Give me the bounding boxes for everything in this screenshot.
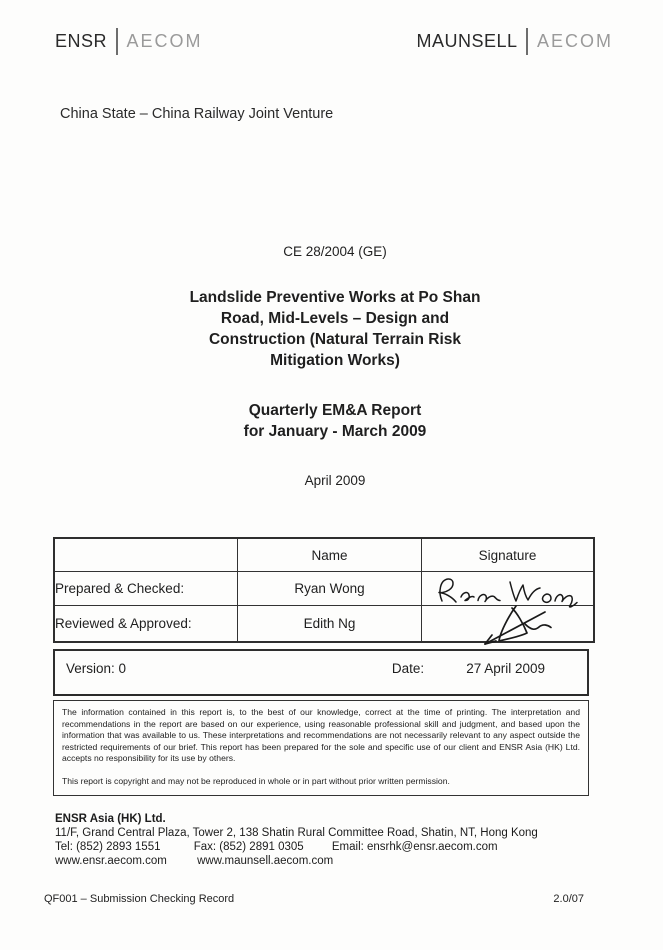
issue-month: April 2009 xyxy=(304,473,366,488)
aecom-logo-text: AECOM xyxy=(536,31,613,51)
company-websites xyxy=(55,854,538,868)
company-tel: Tel: (852) 2893 1551 xyxy=(55,841,161,853)
signoff-header-blank xyxy=(54,538,238,572)
logo-divider xyxy=(116,28,118,55)
prepared-checked-name: Ryan Wong xyxy=(238,572,422,606)
title-block xyxy=(25,244,645,488)
reviewed-approved-label: Reviewed & Approved: xyxy=(54,606,238,643)
prepared-checked-signature-cell xyxy=(422,572,595,606)
signoff-header-name: Name xyxy=(238,538,422,572)
header xyxy=(55,28,613,55)
ensr-aecom-logo xyxy=(55,28,203,55)
disclaimer-paragraph-1: The information contained in this report is, to the best of our knowledge, correct at the time of printing. The interpretation and recommendations in the report are based on our experience, using reasonable professional skill and judgment, and based upon the information that was available to us. These interpretations and recommendations are not necessarily relevant to any aspect outside the restricted requirements of our brief. This report has been prepared for the sole and specific use of our client and ENSR Asia (HK) Ltd. accepts no responsibility for its use by others. xyxy=(62,707,580,764)
project-title-line: Mitigation Works) xyxy=(270,352,400,369)
company-email: Email: ensrhk@ensr.aecom.com xyxy=(331,841,498,853)
signoff-header-signature: Signature xyxy=(422,538,595,572)
version-label: Version: 0 xyxy=(66,661,127,676)
version-box xyxy=(53,649,589,696)
company-fax: Fax: (852) 2891 0305 xyxy=(193,841,304,853)
project-title xyxy=(25,287,645,371)
date-label: Date: xyxy=(391,661,425,676)
project-title-line: Road, Mid-Levels – Design and xyxy=(220,310,450,327)
footer-version-ref: 2.0/07 xyxy=(553,893,584,905)
company-block xyxy=(55,812,538,868)
edith-ng-signature xyxy=(428,603,588,647)
page-footer xyxy=(44,893,584,905)
company-website-ensr: www.ensr.aecom.com xyxy=(55,855,167,867)
table-row xyxy=(54,606,594,643)
contract-number: CE 28/2004 (GE) xyxy=(283,244,387,259)
project-title-line: Landslide Preventive Works at Po Shan xyxy=(189,289,481,306)
company-name: ENSR Asia (HK) Ltd. xyxy=(55,813,166,825)
ensr-logo-text: ENSR xyxy=(55,31,108,51)
reviewed-approved-name: Edith Ng xyxy=(238,606,422,643)
company-contacts xyxy=(55,840,538,854)
disclaimer-paragraph-2: This report is copyright and may not be reproduced in whole or in part without prior written permission. xyxy=(62,775,450,786)
company-website-maunsell: www.maunsell.aecom.com xyxy=(197,855,334,867)
maunsell-aecom-logo xyxy=(416,28,613,55)
signoff-table xyxy=(53,537,595,643)
report-title-line: for January - March 2009 xyxy=(243,423,427,440)
project-title-line: Construction (Natural Terrain Risk xyxy=(208,331,462,348)
maunsell-logo-text: MAUNSELL xyxy=(416,31,518,51)
signoff-header-row xyxy=(54,538,594,572)
report-title-line: Quarterly EM&A Report xyxy=(248,402,422,419)
date-value: 27 April 2009 xyxy=(466,661,545,676)
prepared-checked-label: Prepared & Checked: xyxy=(54,572,238,606)
report-title xyxy=(25,379,645,442)
joint-venture-line: China State – China Railway Joint Venture xyxy=(60,106,334,122)
disclaimer-box xyxy=(53,700,589,796)
logo-divider xyxy=(526,28,528,55)
table-row xyxy=(54,572,594,606)
aecom-logo-text: AECOM xyxy=(126,31,203,51)
footer-doc-ref: QF001 – Submission Checking Record xyxy=(44,893,235,905)
company-address: 11/F, Grand Central Plaza, Tower 2, 138 Shatin Rural Committee Road, Shatin, NT, Hong Kong xyxy=(55,827,538,839)
reviewed-approved-signature-cell xyxy=(422,606,595,643)
